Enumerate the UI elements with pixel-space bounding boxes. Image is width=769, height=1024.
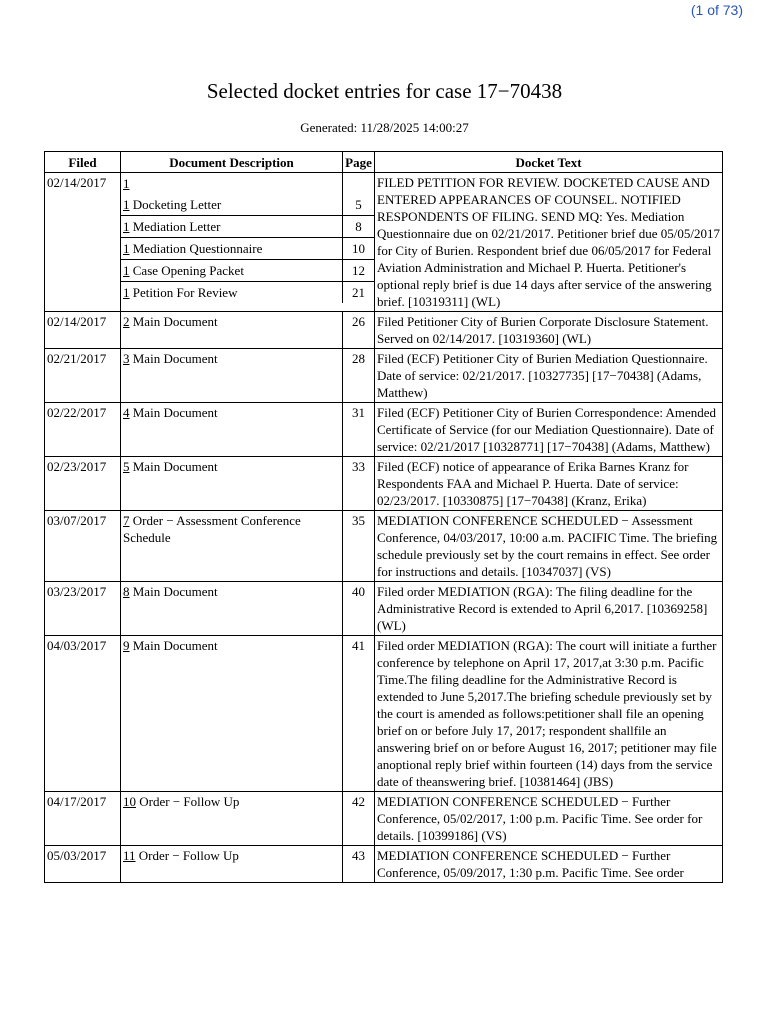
sub-document-row [121,216,374,238]
document-link[interactable]: 1 [123,197,130,212]
document-label: Docketing Letter [132,197,222,212]
entry-date: 04/03/2017 [45,636,121,792]
table-row [45,636,723,792]
document-link[interactable]: 10 [123,794,136,809]
sub-document-description [121,282,343,304]
document-link[interactable]: 2 [123,314,130,329]
document-label: Case Opening Packet [132,263,244,278]
document-link[interactable]: 1 [123,176,130,191]
sub-document-description [121,216,343,238]
document-label: Order − Assessment Conference Schedule [123,513,301,545]
document-link[interactable]: 3 [123,351,130,366]
docket-table [44,151,723,883]
sub-document-description [121,238,343,260]
page-number: 35 [343,511,375,582]
docket-text: MEDIATION CONFERENCE SCHEDULED − Further Conference, 05/09/2017, 1:30 p.m. Pacific Time. See order [375,846,723,883]
document-label: Main Document [132,638,218,653]
document-link[interactable]: 1 [123,219,130,234]
sub-document-row [121,282,374,304]
document-description [121,457,343,511]
sub-document-row [121,260,374,282]
entry-date: 05/03/2017 [45,846,121,883]
docket-text: FILED PETITION FOR REVIEW. DOCKETED CAUSE AND ENTERED APPEARANCES OF COUNSEL. NOTIFIED RESPONDENTS OF FILING. SEND MQ: Yes. Mediation Questionnaire due on 02/21/2017. Petitioner brief due 05/05/2017 for City of Burien. Respondent brief due 06/05/2017 for Federal Aviation Administration and Michael P. Huerta. Petitioner's optional reply brief is due 14 days after service of the answering brief. [10319311] (WL) [375,173,723,312]
entry-date: 02/14/2017 [45,173,121,312]
entry-date: 02/23/2017 [45,457,121,511]
page-number: 42 [343,792,375,846]
docket-text: MEDIATION CONFERENCE SCHEDULED − Further Conference, 05/02/2017, 1:00 p.m. Pacific Time. See order for details. [10399186] (VS) [375,792,723,846]
document-description [121,792,343,846]
page-number: 8 [343,216,375,238]
document-link[interactable]: 4 [123,405,130,420]
document-label: Mediation Questionnaire [132,241,263,256]
docket-text: Filed order MEDIATION (RGA): The court will initiate a further conference by telephone on April 17, 2017,at 3:30 p.m. Pacific Time.The filing deadline for the Administrative Record is extended to June 5,2017.The briefing schedule previously set by the court is amended as follows:petitioner shall file an opening brief on or before July 17, 2017; respondent shallfile an answering brief on or before August 16, 2017; petitioner may file anoptional reply brief within fourteen (14) days from the service date of theanswering brief. [10381464] (JBS) [375,636,723,792]
page-number: 33 [343,457,375,511]
docket-text: Filed (ECF) Petitioner City of Burien Correspondence: Amended Certificate of Service (for our Mediation Questionnaire). Date of service: 02/21/2017 [10328771] [17−70438] (Adams, Matthew) [375,403,723,457]
page-number: 40 [343,582,375,636]
docket-text: Filed order MEDIATION (RGA): The filing deadline for the Administrative Record is extended to April 6,2017. [10369258] (WL) [375,582,723,636]
page-title: Selected docket entries for case 17−70438 [206,79,563,103]
document-link[interactable]: 8 [123,584,130,599]
sub-document-row [121,194,374,216]
table-row [45,511,723,582]
page-number: 21 [343,282,375,304]
table-row [45,173,723,312]
document-label: Main Document [132,351,218,366]
table-row [45,312,723,349]
page-number: 12 [343,260,375,282]
page-counter: (1 of 73) [690,2,743,18]
entry-date: 03/07/2017 [45,511,121,582]
column-header-description: Document Description [121,152,343,173]
document-label: Main Document [132,459,218,474]
page-number: 31 [343,403,375,457]
document-description [121,582,343,636]
document-label: Mediation Letter [132,219,221,234]
table-row [45,403,723,457]
page-number: 5 [343,194,375,216]
entry-date: 03/23/2017 [45,582,121,636]
page-number: 28 [343,349,375,403]
document-link[interactable]: 1 [123,285,130,300]
sub-document-description [121,194,343,216]
column-header-filed: Filed [45,152,121,173]
page-number: 10 [343,238,375,260]
document-description [121,349,343,403]
docket-text: Filed Petitioner City of Burien Corporate Disclosure Statement. Served on 02/14/2017. [10319360] (WL) [375,312,723,349]
entry-date: 02/14/2017 [45,312,121,349]
entry-date: 02/22/2017 [45,403,121,457]
table-row [45,846,723,883]
document-description [121,511,343,582]
page-number: 41 [343,636,375,792]
document-description [121,846,343,883]
table-row [45,349,723,403]
page-number: 43 [343,846,375,883]
table-row [45,457,723,511]
document-link[interactable]: 1 [123,241,130,256]
table-row [45,582,723,636]
generated-timestamp: Generated: 11/28/2025 14:00:27 [300,120,469,135]
sub-document-description [121,260,343,282]
table-row [45,792,723,846]
docket-text: Filed (ECF) Petitioner City of Burien Mediation Questionnaire. Date of service: 02/21/2017. [10327735] [17−70438] (Adams, Matthew) [375,349,723,403]
document-label: Order − Follow Up [138,848,239,863]
document-label: Petition For Review [132,285,238,300]
document-description [121,403,343,457]
column-header-docket-text: Docket Text [375,152,723,173]
sub-document-row [121,238,374,260]
document-link[interactable]: 7 [123,513,130,528]
document-label: Main Document [132,314,218,329]
document-link[interactable]: 11 [123,848,136,863]
document-link[interactable]: 1 [123,263,130,278]
document-description [121,312,343,349]
column-header-page: Page [343,152,375,173]
document-list [121,173,375,312]
document-label: Main Document [132,584,218,599]
entry-date: 04/17/2017 [45,792,121,846]
entry-date: 02/21/2017 [45,349,121,403]
document-link[interactable]: 5 [123,459,130,474]
table-header-row [45,152,723,173]
document-link[interactable]: 9 [123,638,130,653]
docket-text: Filed (ECF) notice of appearance of Erika Barnes Kranz for Respondents FAA and Michael P. Huerta. Date of service: 02/23/2017. [10330875] [17−70438] (Kranz, Erika) [375,457,723,511]
docket-text: MEDIATION CONFERENCE SCHEDULED − Assessment Conference, 04/03/2017, 10:00 a.m. PACIFIC Time. The briefing schedule previously set by the court remains in effect. See order for instructions and details. [10347037] (VS) [375,511,723,582]
document-label: Order − Follow Up [139,794,240,809]
document-label: Main Document [132,405,218,420]
document-description [121,636,343,792]
page-number: 26 [343,312,375,349]
